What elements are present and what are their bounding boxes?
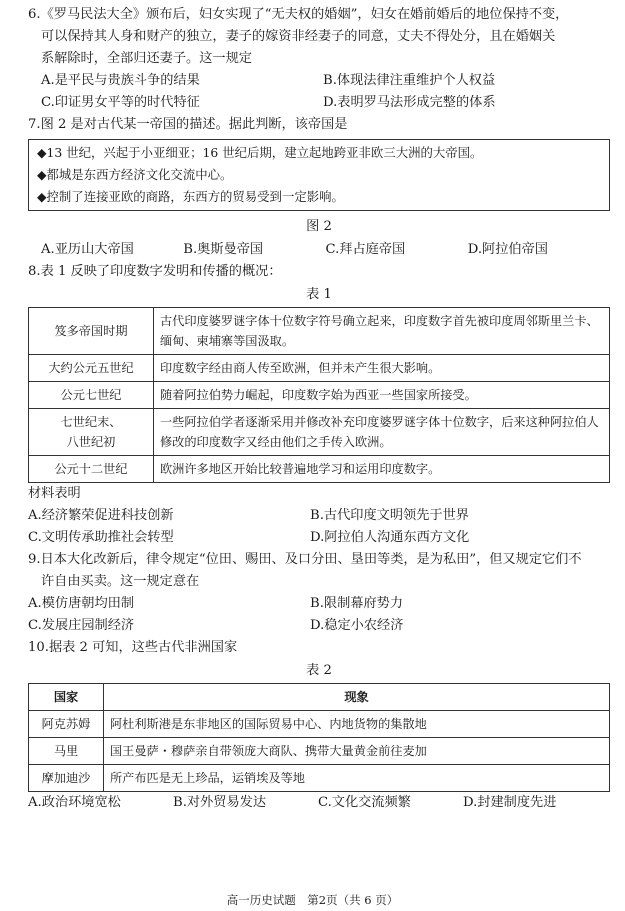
q7-option-b[interactable]: B.奥斯曼帝国 <box>183 242 264 257</box>
table-row <box>29 456 610 483</box>
table-1 <box>28 307 610 483</box>
table-2 <box>28 683 610 792</box>
table-row <box>29 711 610 738</box>
table-row <box>29 308 610 355</box>
table-1-text: 一些阿拉伯学者逐渐采用并修改补充印度婆罗谜字体十位数字，后来这种阿拉伯人修改的印度数字又经由他们之手传入欧洲。 <box>154 409 610 456</box>
table-row <box>29 738 610 765</box>
table-2-country: 阿克苏姆 <box>29 711 104 738</box>
table-1-period-line-1: 七世纪末、 <box>60 415 122 429</box>
q6-options-row-1 <box>28 70 610 92</box>
page-footer: 高一历史试题 第2页（共 6 页） <box>226 893 399 907</box>
q8-option-d[interactable]: D.阿拉伯人沟通东西方文化 <box>310 530 470 545</box>
table-row <box>29 355 610 382</box>
table-1-period-line-2: 八世纪初 <box>66 435 116 449</box>
table-1-caption: 表 1 <box>306 287 332 302</box>
q10-stem: 10.据表 2 可知，这些古代非洲国家 <box>28 640 238 655</box>
q10-option-b[interactable]: B.对外贸易发达 <box>173 795 267 810</box>
q6-option-c[interactable]: C.印证男女平等的时代特征 <box>41 95 200 110</box>
q10-option-c[interactable]: C.文化交流频繁 <box>318 795 411 810</box>
q9-stem-line-2: 许自由买卖。这一规定意在 <box>41 574 200 589</box>
table-2-header-phenomenon: 现象 <box>104 684 610 711</box>
q7-option-a[interactable]: A.亚历山大帝国 <box>41 242 134 257</box>
q7-options <box>28 239 610 261</box>
q9-options-row-2 <box>28 615 610 637</box>
q9-option-b[interactable]: B.限制幕府势力 <box>310 596 404 611</box>
table-2-country: 摩加迪沙 <box>29 765 104 792</box>
q6-option-a[interactable]: A.是平民与贵族斗争的结果 <box>41 73 200 88</box>
q6-options-row-2 <box>28 92 610 114</box>
table-1-period: 笈多帝国时期 <box>29 308 154 355</box>
q9-options-row-1 <box>28 593 610 615</box>
table-1-period: 公元七世纪 <box>29 382 154 409</box>
q10-option-a[interactable]: A.政治环境宽松 <box>28 795 121 810</box>
table-1-period: 公元十二世纪 <box>29 456 154 483</box>
q6-stem-line-3: 系解除时，全部归还妻子。这一规定 <box>41 51 252 66</box>
q7-option-c[interactable]: C.拜占庭帝国 <box>325 242 406 257</box>
table-row <box>29 382 610 409</box>
table-1-text: 欧洲许多地区开始比较普遍地学习和运用印度数字。 <box>154 456 610 483</box>
table-row <box>29 409 610 456</box>
q9-option-a[interactable]: A.模仿唐朝均田制 <box>28 596 135 611</box>
q6-stem-line-1: 6.《罗马民法大全》颁布后，妇女实现了“无夫权的婚姻”，妇女在婚前婚后的地位保持不变， <box>28 7 569 22</box>
q9-stem-line-1: 9.日本大化改新后，律令规定“位田、赐田、及口分田、垦田等类，是为私田”，但又规定它们不 <box>28 552 582 567</box>
question-9 <box>28 549 610 637</box>
figure-2-caption: 图 2 <box>306 219 332 234</box>
q8-options-row-1 <box>28 505 610 527</box>
question-6 <box>28 4 610 114</box>
figure-2-line-2: ◆都城是东西方经济文化交流中心。 <box>37 167 233 182</box>
q6-stem-line-2: 可以保持其人身和财产的独立，妻子的嫁资非经妻子的同意，丈夫不得处分，且在婚姻关 <box>41 29 556 44</box>
table-1-text: 随着阿拉伯势力崛起，印度数字始为西亚一些国家所接受。 <box>154 382 610 409</box>
q7-option-d[interactable]: D.阿拉伯帝国 <box>467 242 548 257</box>
q7-stem: 7.图 2 是对古代某一帝国的描述。据此判断，该帝国是 <box>28 117 348 132</box>
table-2-text: 国王曼萨・穆萨亲自带领庞大商队、携带大量黄金前往麦加 <box>104 738 610 765</box>
q10-option-d[interactable]: D.封建制度先进 <box>463 795 557 810</box>
q8-option-c[interactable]: C.文明传承助推社会转型 <box>28 530 174 545</box>
table-2-country: 马里 <box>29 738 104 765</box>
q6-option-b[interactable]: B.体现法律注重维护个人权益 <box>323 73 496 88</box>
question-8 <box>28 261 610 549</box>
table-2-text: 所产布匹是无上珍品，运销埃及等地 <box>104 765 610 792</box>
q10-options <box>28 792 610 814</box>
q9-option-d[interactable]: D.稳定小农经济 <box>310 618 404 633</box>
figure-2-line-3: ◆控制了连接亚欧的商路，东西方的贸易受到一定影响。 <box>37 189 344 204</box>
table-row <box>29 765 610 792</box>
q6-option-d[interactable]: D.表明罗马法形成完整的体系 <box>323 95 496 110</box>
table-2-text: 阿杜利斯港是东非地区的国际贸易中心、内地货物的集散地 <box>104 711 610 738</box>
figure-2-line-1: ◆13 世纪，兴起于小亚细亚；16 世纪后期，建立起地跨亚非欧三大洲的大帝国。 <box>37 145 483 160</box>
q8-option-a[interactable]: A.经济繁荣促进科技创新 <box>28 508 174 523</box>
table-1-period <box>29 409 154 456</box>
figure-2-box <box>28 139 610 211</box>
table-2-caption: 表 2 <box>306 663 332 678</box>
exam-page <box>28 4 610 814</box>
q8-after-text: 材料表明 <box>28 486 81 501</box>
table-1-text: 古代印度婆罗谜字体十位数字符号确立起来，印度数字首先被印度周邻斯里兰卡、缅甸、柬埔寨等国汲取。 <box>154 308 610 355</box>
q9-option-c[interactable]: C.发展庄园制经济 <box>28 618 135 633</box>
table-1-text: 印度数字经由商人传至欧洲，但并未产生很大影响。 <box>154 355 610 382</box>
q8-options-row-2 <box>28 527 610 549</box>
q8-option-b[interactable]: B.古代印度文明领先于世界 <box>310 508 469 523</box>
question-10 <box>28 637 610 814</box>
table-2-header-country: 国家 <box>29 684 104 711</box>
question-7 <box>28 114 610 261</box>
table-1-period: 大约公元五世纪 <box>29 355 154 382</box>
q8-stem: 8.表 1 反映了印度数字发明和传播的概况： <box>28 264 282 279</box>
table-header-row <box>29 684 610 711</box>
